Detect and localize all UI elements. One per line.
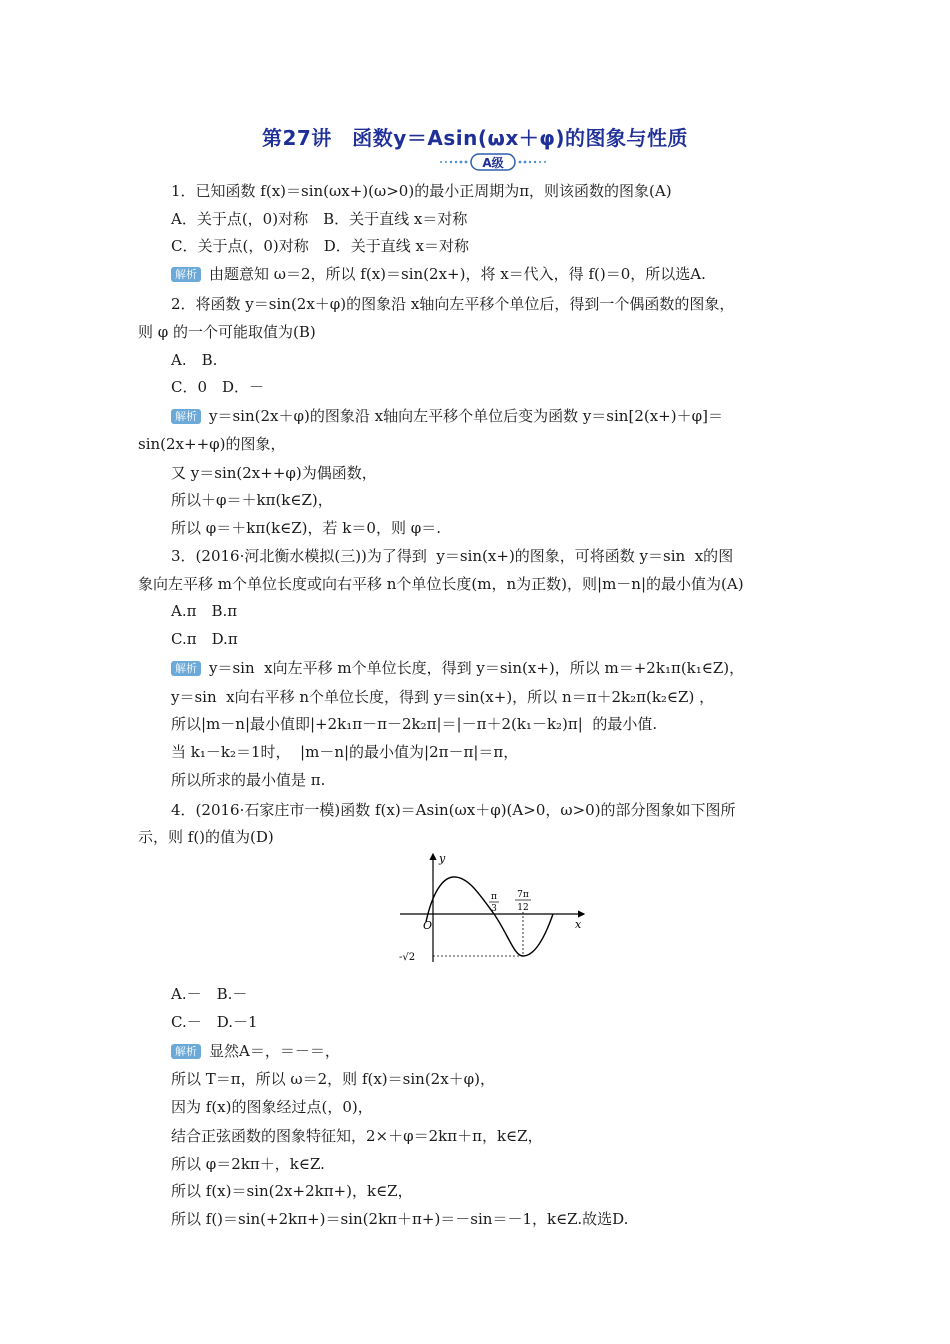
line-text: 所以＋φ＝＋kπ(k∈Z)， xyxy=(171,491,333,509)
line-text: 所以 φ＝2kπ＋，k∈Z. xyxy=(171,1155,325,1173)
text-line xyxy=(171,1069,495,1089)
line-text: 2．将函数 y＝sin(2x＋φ)的图象沿 x轴向左平移个单位后，得到一个偶函数的图象， xyxy=(171,295,735,313)
text-line xyxy=(171,800,736,820)
line-text: C.－ D.－1 xyxy=(171,1013,258,1031)
dotted-ornament-left xyxy=(440,161,467,164)
line-text: C．关于点(，0)对称 D．关于直线 x＝对称 xyxy=(171,237,469,255)
level-badge xyxy=(437,152,547,172)
text-line xyxy=(171,629,238,649)
text-line xyxy=(171,742,518,762)
line-text: A.－ B.－ xyxy=(171,985,248,1003)
solution-tag: 解析 xyxy=(171,1044,201,1059)
line-text: 结合正弦函数的图象特征知，2×＋φ＝2kπ＋π，k∈Z， xyxy=(171,1127,543,1145)
line-text: 则 φ 的一个可能取值为(B) xyxy=(138,323,316,341)
text-line xyxy=(171,1181,413,1201)
text-line xyxy=(171,518,441,538)
line-text: A. B. xyxy=(171,351,218,369)
text-line xyxy=(171,1097,373,1117)
tick-7pi-over-12-numerator: 7π xyxy=(517,890,529,900)
page-title: 第27讲 函数y＝Asin(ωx＋φ)的图象与性质 xyxy=(261,126,689,150)
solution-line xyxy=(171,264,706,284)
text-line xyxy=(171,1154,325,1174)
line-text: C.π D.π xyxy=(171,630,238,648)
sine-curve xyxy=(426,877,553,956)
text-line xyxy=(171,687,714,707)
sine-graph-figure xyxy=(398,850,590,968)
text-line xyxy=(138,574,744,594)
min-value-label: -√2 xyxy=(399,952,416,963)
tick-pi-over-3-denominator: 3 xyxy=(491,904,497,914)
line-text: 显然A＝，＝－＝， xyxy=(209,1042,340,1060)
solution-line xyxy=(171,406,723,426)
text-line xyxy=(138,827,274,847)
text-line xyxy=(171,350,217,370)
text-line xyxy=(138,322,316,342)
text-line xyxy=(171,490,333,510)
line-text: 所以 f()＝sin(+2kπ+)＝sin(2kπ＋π+)＝－sin＝－1，k∈Z.故选D. xyxy=(171,1210,629,1228)
line-text: A．关于点(，0)对称 B．关于直线 x＝对称 xyxy=(171,210,468,228)
text-line xyxy=(138,434,286,454)
line-text: 所以所求的最小值是 π. xyxy=(171,771,326,789)
text-line xyxy=(171,1012,258,1032)
line-text: y＝sin x向右平移 n个单位长度，得到 y＝sin(x+)，所以 n＝π＋2k₂π(k₂∈Z) ， xyxy=(171,688,715,706)
text-line xyxy=(171,1209,628,1229)
line-text: 因为 f(x)的图象经过点(，0)， xyxy=(171,1098,373,1116)
line-text: 所以 f(x)＝sin(2x+2kπ+)，k∈Z， xyxy=(171,1182,413,1200)
line-text: 所以 T＝π，所以 ω＝2，则 f(x)＝sin(2x＋φ)， xyxy=(171,1070,496,1088)
text-line xyxy=(171,546,733,566)
line-text: y＝sin x向左平移 m个单位长度，得到 y＝sin(x+)，所以 m＝+2k₁π(k₁∈Z)， xyxy=(209,659,745,677)
text-line xyxy=(171,770,325,790)
text-line xyxy=(171,209,467,229)
text-line xyxy=(171,601,237,621)
line-text: 3．(2016·河北衡水模拟(三))为了得到 y＝sin(x+)的图象，可将函数 y＝sin x的图 xyxy=(171,547,734,565)
text-line xyxy=(171,236,469,256)
x-axis-label: x xyxy=(575,918,582,931)
line-text: sin(2x++φ)的图象， xyxy=(138,435,286,453)
line-text: 示，则 f()的值为(D) xyxy=(138,828,274,846)
text-line xyxy=(171,294,734,314)
line-text: 4．(2016·石家庄市一模)函数 f(x)＝Asin(ωx＋φ)(A>0，ω>0)的部分图象如下图所 xyxy=(171,801,736,819)
level-badge-label: A级 xyxy=(482,156,504,170)
text-line xyxy=(171,714,657,734)
line-text: C．0 D．－ xyxy=(171,378,265,396)
dotted-ornament-right xyxy=(519,161,546,164)
solution-line xyxy=(171,658,744,678)
tick-pi-over-3-numerator: π xyxy=(491,892,497,902)
text-line xyxy=(171,984,247,1004)
line-text: y＝sin(2x＋φ)的图象沿 x轴向左平移个单位后变为函数 y＝sin[2(x+)＋φ]＝ xyxy=(209,407,723,425)
line-text: 1．已知函数 f(x)＝sin(ωx+)(ω>0)的最小正周期为π，则该函数的图象(A) xyxy=(171,182,672,200)
text-line xyxy=(171,181,672,201)
tick-7pi-over-12-denominator: 12 xyxy=(517,903,529,913)
line-text: 又 y＝sin(2x++φ)为偶函数， xyxy=(171,464,377,482)
solution-tag: 解析 xyxy=(171,267,201,282)
text-line xyxy=(171,1126,543,1146)
line-text: 所以|m－n|最小值即|+2k₁π－π－2k₂π|＝|－π＋2(k₁－k₂)π| 的最小值. xyxy=(171,715,658,733)
line-text: 当 k₁－k₂＝1时， |m－n|的最小值为|2π－π|＝π， xyxy=(171,743,519,761)
solution-line xyxy=(171,1041,340,1061)
solution-tag: 解析 xyxy=(171,409,201,424)
line-text: 象向左平移 m个单位长度或向右平移 n个单位长度(m，n为正数)，则|m－n|的最小值为(A) xyxy=(138,575,744,593)
line-text: 由题意知 ω＝2，所以 f(x)＝sin(2x+)，将 x＝代入，得 f()＝0，所以选A. xyxy=(209,265,706,283)
text-line xyxy=(171,377,264,397)
line-text: A.π B.π xyxy=(171,602,238,620)
y-axis-label: y xyxy=(439,852,446,865)
text-line xyxy=(171,463,377,483)
origin-label: O xyxy=(423,919,433,932)
solution-tag: 解析 xyxy=(171,661,201,676)
line-text: 所以 φ＝＋kπ(k∈Z)，若 k＝0，则 φ＝. xyxy=(171,519,441,537)
